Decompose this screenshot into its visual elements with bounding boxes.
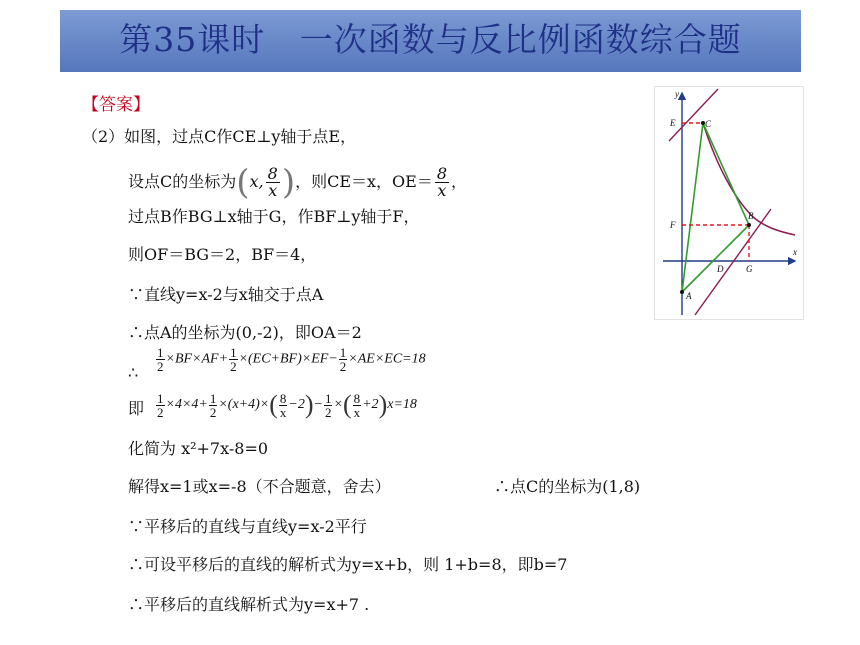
label-x: x bbox=[793, 247, 797, 257]
fraction-one-half bbox=[229, 346, 238, 373]
solution-line-8-prefix: 即 bbox=[128, 399, 145, 418]
text-segment: 设点C的坐标为 bbox=[128, 172, 237, 191]
equation-area-sum bbox=[155, 346, 426, 373]
numerator: 8 bbox=[353, 390, 361, 406]
denominator: x bbox=[353, 404, 361, 420]
numerator: 1 bbox=[157, 345, 164, 360]
term: × bbox=[333, 397, 343, 413]
segment-cb bbox=[703, 123, 749, 225]
numerator: 8 bbox=[279, 390, 287, 406]
label-d: D bbox=[717, 264, 724, 274]
label-e: E bbox=[670, 118, 676, 128]
term: +2 bbox=[362, 397, 379, 413]
fraction-one-half bbox=[324, 392, 333, 419]
solution-line-5: ∵直线y=x-2与x轴交于点A bbox=[128, 285, 324, 304]
left-paren: ( bbox=[236, 162, 250, 203]
diagram-svg bbox=[655, 87, 803, 319]
solution-line-3: 过点B作BG⊥x轴于G，作BF⊥y轴于F， bbox=[128, 207, 420, 226]
page-title: 第35课时 一次函数与反比例函数综合题 bbox=[119, 20, 742, 59]
fraction-one-half bbox=[156, 392, 165, 419]
point-a bbox=[680, 290, 684, 294]
solution-line-1: （2）如图，过点C作CE⊥y轴于点E， bbox=[82, 127, 357, 146]
fraction-8-over-x bbox=[279, 392, 288, 419]
solution-line-12: ∴可设平移后的直线的解析式为y=x+b，则 1+b=8，即b=7 bbox=[128, 555, 568, 574]
fraction-one-half bbox=[209, 392, 218, 419]
term: − bbox=[313, 397, 323, 413]
numerator: 8 bbox=[267, 164, 278, 183]
label-g: G bbox=[746, 264, 753, 274]
label-f: F bbox=[670, 220, 676, 230]
denominator: x bbox=[437, 181, 447, 200]
solution-line-6: ∴点A的坐标为(0,-2)，即OA＝2 bbox=[128, 323, 362, 342]
solution-line-7-prefix: ∴ bbox=[128, 363, 139, 382]
numerator: 1 bbox=[339, 345, 347, 360]
numerator: 1 bbox=[324, 390, 332, 406]
numerator: 1 bbox=[230, 345, 237, 360]
coordinate-diagram bbox=[654, 86, 804, 320]
answer-label: 【答案】 bbox=[82, 95, 150, 115]
numerator: 8 bbox=[436, 164, 448, 183]
point-b bbox=[747, 223, 751, 227]
right-paren: ) bbox=[304, 390, 314, 419]
fraction-one-half bbox=[339, 346, 348, 373]
left-paren: ( bbox=[342, 390, 352, 419]
text-segment: ， bbox=[451, 172, 468, 191]
denominator: 2 bbox=[324, 404, 332, 420]
solution-line-13: ∴平移后的直线解析式为y=x+7 . bbox=[128, 595, 370, 614]
solution-line-10a: 解得x=1或x=-8（不合题意，舍去） bbox=[128, 477, 391, 496]
term: x=18 bbox=[387, 397, 417, 413]
term: −2 bbox=[288, 397, 305, 413]
segment-ac bbox=[682, 123, 703, 292]
label-b: B bbox=[748, 211, 754, 221]
label-a: A bbox=[686, 291, 692, 301]
label-c: C bbox=[705, 119, 712, 129]
denominator: 2 bbox=[209, 404, 217, 420]
right-paren: ) bbox=[281, 162, 296, 203]
denominator: x bbox=[268, 181, 278, 200]
term: ×4×4+ bbox=[165, 397, 208, 413]
term: ×AE×EC=18 bbox=[348, 351, 426, 367]
solution-line-9: 化简为 x²+7x-8=0 bbox=[128, 439, 269, 458]
solution-line-4: 则OF＝BG＝2，BF＝4， bbox=[128, 245, 317, 264]
fraction-8-over-x bbox=[353, 392, 362, 419]
fraction-one-half bbox=[156, 346, 165, 373]
denominator: 2 bbox=[157, 404, 164, 420]
term: ×(EC+BF)×EF− bbox=[238, 351, 338, 367]
numerator: 1 bbox=[157, 390, 164, 406]
label-y: y bbox=[675, 89, 679, 99]
segment-ab bbox=[682, 225, 749, 292]
text-segment: ，则CE＝x，OE＝ bbox=[295, 172, 433, 191]
term: ×(x+4)× bbox=[218, 397, 270, 413]
denominator: x bbox=[279, 404, 287, 420]
left-paren: ( bbox=[269, 390, 278, 419]
fraction-8-over-x bbox=[266, 166, 280, 199]
right-paren: ) bbox=[378, 390, 388, 419]
equation-substituted bbox=[155, 390, 417, 420]
denominator: 2 bbox=[157, 359, 164, 374]
title-banner bbox=[60, 10, 801, 72]
numerator: 1 bbox=[209, 390, 217, 406]
denominator: 2 bbox=[339, 359, 347, 374]
fraction-8-over-x bbox=[435, 166, 449, 199]
solution-line-2 bbox=[128, 162, 468, 203]
denominator: 2 bbox=[230, 359, 237, 374]
solution-line-10b: ∴点C的坐标为(1,8) bbox=[494, 477, 641, 496]
coord-x: x, bbox=[249, 172, 264, 191]
solution-line-11: ∵平移后的直线与直线y=x-2平行 bbox=[128, 517, 367, 536]
term: ×BF×AF+ bbox=[165, 351, 229, 367]
